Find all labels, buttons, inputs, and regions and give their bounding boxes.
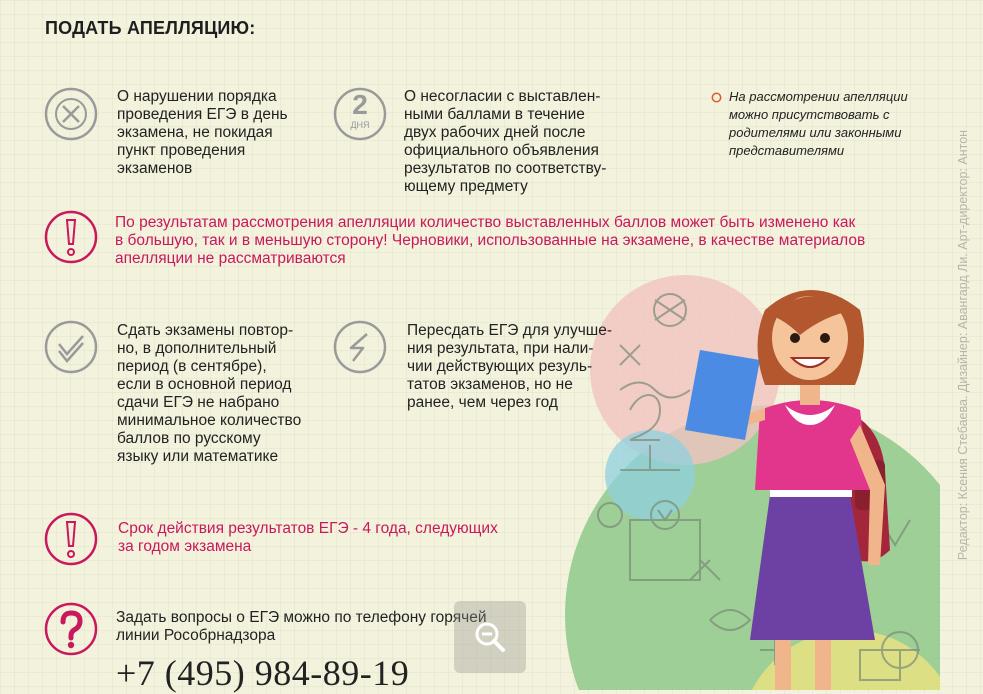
retake-text: Сдать экзамены повтор- но, в дополнительный период (в сентябре), если в основной период сдачи ЕГЭ не набрано минимальное количество баллов по русскому языку или математике bbox=[117, 322, 302, 465]
validity-text: Срок действия результатов ЕГЭ - 4 года, следующих за годом экзамена bbox=[118, 520, 498, 555]
score-change-warning: По результатам рассмотрения апелляции количество выставленных баллов может быть изменено как в большую, так и в меньшую сторону! Черновики, использованные на экзамене, в качестве материалов апелляции не рассматриваются bbox=[115, 214, 866, 267]
zoom-out-button[interactable] bbox=[454, 601, 526, 673]
parents-note: На рассмотрении апелляции можно присутствовать с родителями или законными представителями bbox=[729, 89, 908, 158]
question-icon bbox=[44, 602, 98, 656]
double-check-icon bbox=[44, 320, 98, 374]
credits: Редактор: Ксения Стебаева. Дизайнер: Авангард Ли. Арт-директор: Антон bbox=[955, 129, 970, 561]
two-days-icon bbox=[333, 87, 387, 141]
improve-text: Пересдать ЕГЭ для улучше- ния результата, при нали- чии действующих резуль- татов экзаменов, но не ранее, чем через год bbox=[407, 322, 613, 411]
hotline-phone: +7 (495) 984-89-19 bbox=[116, 653, 410, 693]
zoom-out-icon bbox=[473, 620, 507, 654]
two-days-unit: ДНЯ bbox=[350, 120, 370, 130]
page-title: ПОДАТЬ АПЕЛЛЯЦИЮ: bbox=[45, 18, 256, 38]
two-days-number: 2 bbox=[352, 89, 368, 120]
note-marker-icon bbox=[711, 92, 722, 103]
x-circle-icon bbox=[44, 87, 98, 141]
hotline-text: Задать вопросы о ЕГЭ можно по телефону горячей линии Рособрнадзора bbox=[116, 609, 487, 644]
exclamation-icon bbox=[44, 210, 98, 264]
lightning-icon bbox=[333, 320, 387, 374]
appeal-disagree-text: О несогласии с выставлен- ными баллами в течение двух рабочих дней после официального объявления результатов по соответству- ющему предмету bbox=[404, 88, 607, 195]
exclamation-icon bbox=[44, 512, 98, 566]
appeal-violation-text: О нарушении порядка проведения ЕГЭ в день экзамена, не покидая пункт проведения экзаменов bbox=[117, 88, 288, 177]
